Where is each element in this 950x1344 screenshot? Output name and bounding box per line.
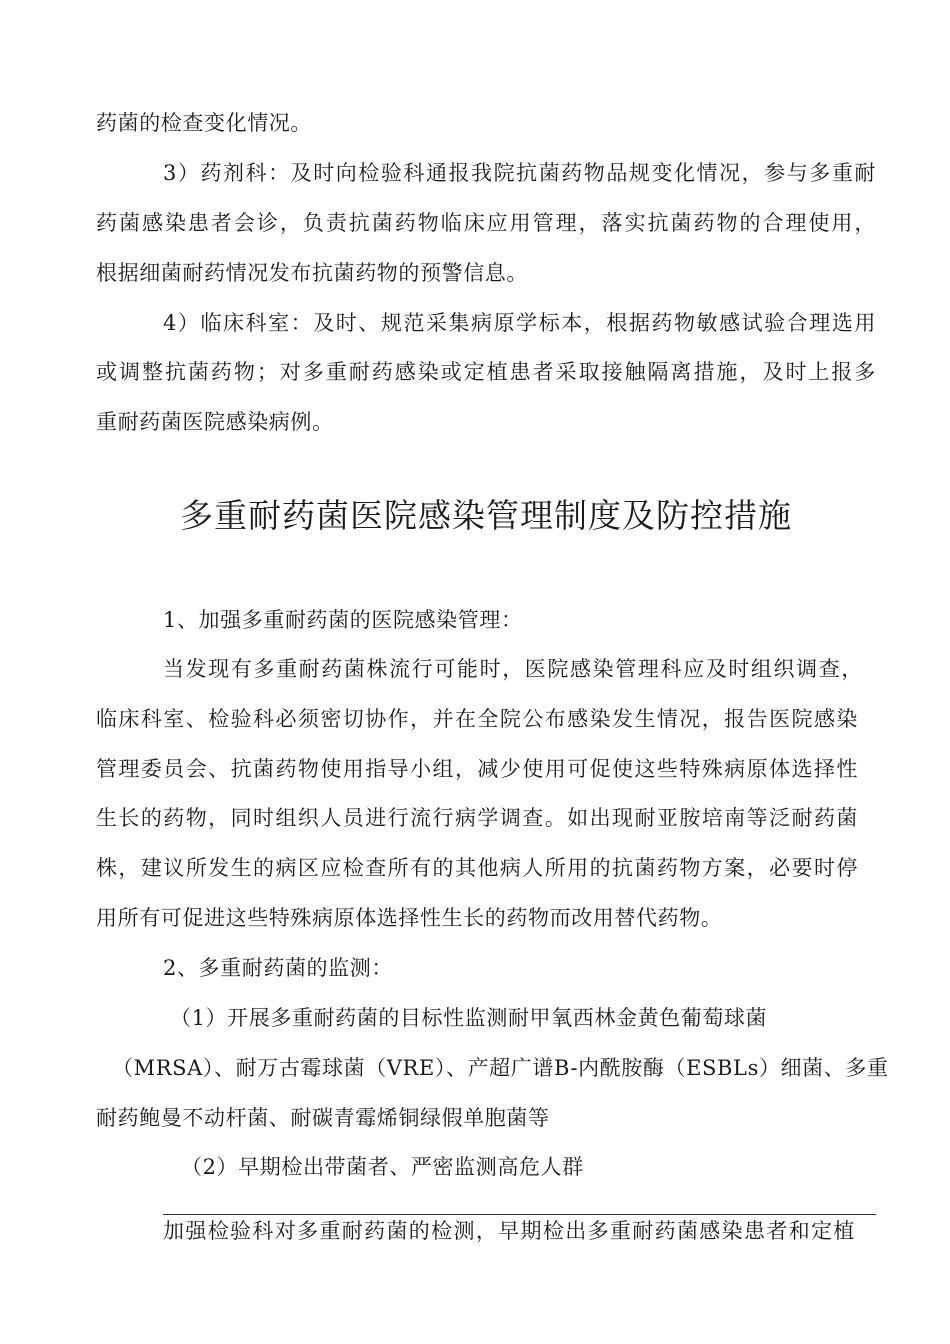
paragraph-line: 药菌感染患者会诊，负责抗菌药物临床应用管理，落实抗菌药物的合理使用， — [96, 211, 876, 235]
paragraph-line: 株，建议所发生的病区应检查所有的其他病人所用的抗菌药物方案，必要时停 — [96, 856, 858, 880]
paragraph-line: 临床科室、检验科必须密切协作，并在全院公布感染发生情况，报告医院感染 — [96, 707, 858, 731]
section-title: 多重耐药菌医院感染管理制度及防控措施 — [180, 496, 792, 535]
paragraph-line: 加强检验科对多重耐药菌的检测，早期检出多重耐药菌感染患者和定植 — [163, 1219, 855, 1243]
paragraph-line: 用所有可促进这些特殊病原体选择性生长的药物而改用替代药物。 — [96, 906, 723, 930]
paragraph-line: 或调整抗菌药物；对多重耐药感染或定植患者采取接触隔离措施，及时上报多 — [96, 360, 876, 384]
section-heading: 2、多重耐药菌的监测： — [163, 956, 393, 980]
paragraph-line: 耐药鲍曼不动杆菌、耐碳青霉烯铜绿假单胞菌等 — [96, 1106, 550, 1130]
paragraph-line: 药菌的检查变化情况。 — [96, 111, 312, 135]
horizontal-rule — [163, 1214, 876, 1215]
paragraph-line: 4）临床科室：及时、规范采集病原学标本，根据药物敏感试验合理选用 — [163, 311, 876, 335]
paragraph-line: 当发现有多重耐药菌株流行可能时，医院感染管理科应及时组织调查， — [163, 657, 863, 681]
paragraph-line: 3）药剂科：及时向检验科通报我院抗菌药物品规变化情况，参与多重耐 — [163, 161, 876, 185]
paragraph-line: 重耐药菌医院感染病例。 — [96, 410, 334, 434]
paragraph-line: 生长的药物，同时组织人员进行流行病学调查。如出现耐亚胺培南等泛耐药菌 — [96, 806, 858, 830]
section-heading: 1、加强多重耐药菌的医院感染管理： — [163, 608, 523, 632]
paragraph-line: 根据细菌耐药情况发布抗菌药物的预警信息。 — [96, 261, 528, 285]
paragraph-line: （2）早期检出带菌者、严密监测高危人群 — [181, 1155, 584, 1179]
paragraph-line: （1）开展多重耐药菌的目标性监测耐甲氧西林金黄色葡萄球菌 — [170, 1006, 768, 1030]
paragraph-line: 管理委员会、抗菌药物使用指导小组，减少使用可促使这些特殊病原体选择性 — [96, 757, 858, 781]
paragraph-line: （MRSA）、耐万古霉球菌（VRE）、产超广谱B-内酰胺酶（ESBLs）细菌、多重 — [112, 1056, 889, 1080]
